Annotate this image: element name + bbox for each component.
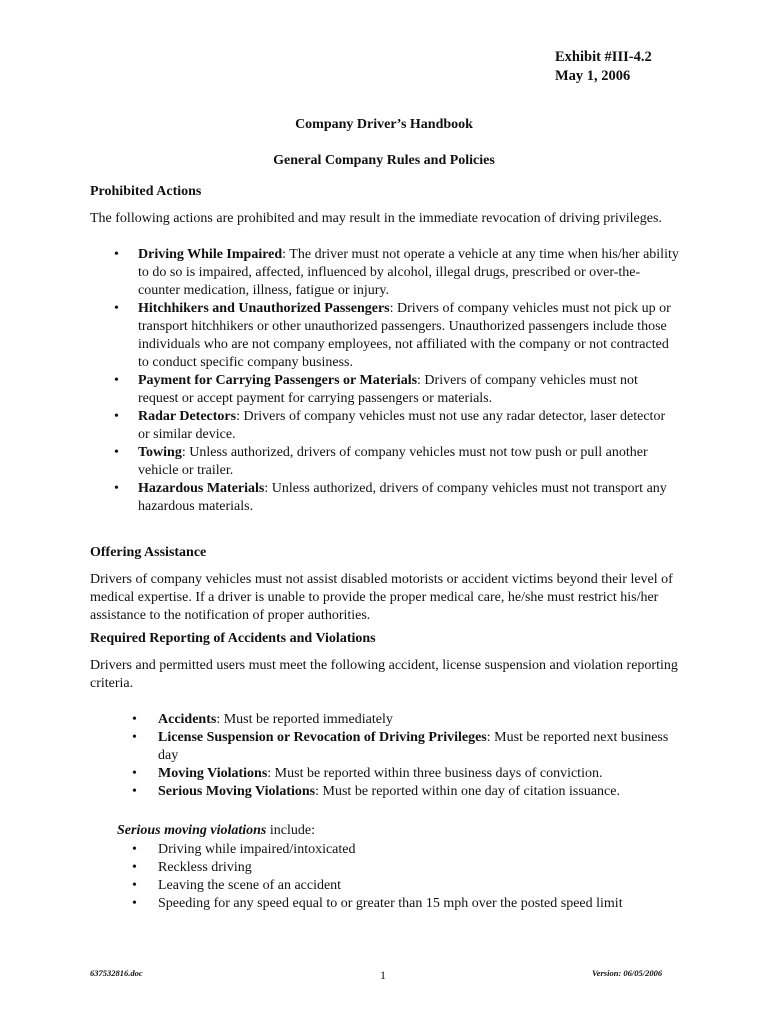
item-term: Payment for Carrying Passengers or Materials [138,373,418,388]
item-text: Reckless driving [158,860,252,875]
bullet-icon: • [114,409,119,424]
document-subtitle: General Company Rules and Policies [273,153,495,168]
item-text: Driving while impaired/intoxicated [158,842,356,857]
item-term: Towing [138,445,182,460]
item-term: Hitchhikers and Unauthorized Passengers [138,301,390,316]
list-item [90,783,680,801]
bullet-icon: • [114,481,119,496]
list-item [90,246,680,300]
list-item [90,841,680,859]
list-item [90,711,680,729]
item-term: Driving While Impaired [138,247,283,262]
list-item [90,480,680,516]
page-number: 1 [380,968,386,982]
serious-section [90,822,680,913]
item-term: Moving Violations [158,766,268,781]
list-item [90,729,680,765]
bullet-icon: • [114,373,119,388]
item-text: : Unless authorized, drivers of company vehicles must not transport any hazardous materials. [138,481,667,514]
item-text: Speeding for any speed equal to or greater than 15 mph over the posted speed limit [158,896,623,911]
assistance-heading: Offering Assistance [90,545,207,560]
item-text: : Must be reported within one day of citation issuance. [315,784,620,799]
item-text: : Must be reported next business day [158,730,669,763]
serious-list [90,841,680,913]
bullet-icon: • [114,301,119,316]
reporting-section [90,630,680,801]
bullet-icon: • [114,247,119,262]
list-item [90,408,680,444]
serious-intro [90,822,680,840]
exhibit-date: May 1, 2006 [555,68,631,84]
footer-version: Version: 06/05/2006 [592,968,663,978]
bullet-icon: • [132,896,137,911]
bullet-icon: • [132,766,137,781]
assistance-text: Drivers of company vehicles must not assist disabled motorists or accident victims beyond their level of medical expertise. If a driver is unable to provide the proper medical care, he/she must restrict his/her assistance to the notification of proper authorities. [90,572,673,623]
exhibit-header [555,48,652,86]
list-item [90,877,680,895]
serious-suffix: include: [266,823,315,838]
prohibited-section [90,183,680,516]
prohibited-list [90,246,680,516]
item-term: Serious Moving Violations [158,784,316,799]
item-text: Leaving the scene of an accident [158,878,342,893]
item-term: Accidents [158,712,217,727]
item-term: Radar Detectors [138,409,237,424]
exhibit-number: Exhibit #III-4.2 [555,49,652,65]
item-text: : Unless authorized, drivers of company vehicles must not tow push or pull another vehicle or trailer. [138,445,648,478]
item-text: : Must be reported immediately [216,712,393,727]
bullet-icon: • [132,730,137,745]
prohibited-intro: The following actions are prohibited and may result in the immediate revocation of driving privileges. [90,211,662,226]
list-item [90,300,680,372]
item-text: : The driver must not operate a vehicle at any time when his/her ability to do so is impaired, affected, influenced by alcohol, illegal drugs, prescribed or over-the-counter medication, illness, fatigue or injury. [138,247,679,298]
assistance-section [90,544,680,625]
reporting-intro: Drivers and permitted users must meet the following accident, license suspension and violation reporting criteria. [90,658,678,691]
bullet-icon: • [132,712,137,727]
list-item [90,765,680,783]
item-text: : Drivers of company vehicles must not use any radar detector, laser detector or similar device. [138,409,666,442]
item-term: License Suspension or Revocation of Driving Privileges [158,730,487,745]
list-item [90,372,680,408]
item-text: : Must be reported within three business days of conviction. [267,766,603,781]
serious-term: Serious moving violations [117,823,267,838]
list-item [90,859,680,877]
bullet-icon: • [132,878,137,893]
prohibited-heading: Prohibited Actions [90,184,202,199]
list-item [90,895,680,913]
item-term: Hazardous Materials [138,481,265,496]
bullet-icon: • [132,842,137,857]
bullet-icon: • [114,445,119,460]
footer-doc-name: 637532816.doc [90,968,143,978]
bullet-icon: • [132,784,137,799]
list-item [90,444,680,480]
document-title: Company Driver’s Handbook [295,117,473,132]
item-text: : Drivers of company vehicles must not request or accept payment for carrying passengers or materials. [138,373,638,406]
reporting-list [90,711,680,801]
reporting-heading: Required Reporting of Accidents and Violations [90,631,376,646]
bullet-icon: • [132,860,137,875]
item-text: : Drivers of company vehicles must not pick up or transport hitchhikers or other unauthorized passengers. Unauthorized passengers include those individuals who are not company employees, not affiliated with the company or not contracted to conduct specific company business. [138,301,671,370]
